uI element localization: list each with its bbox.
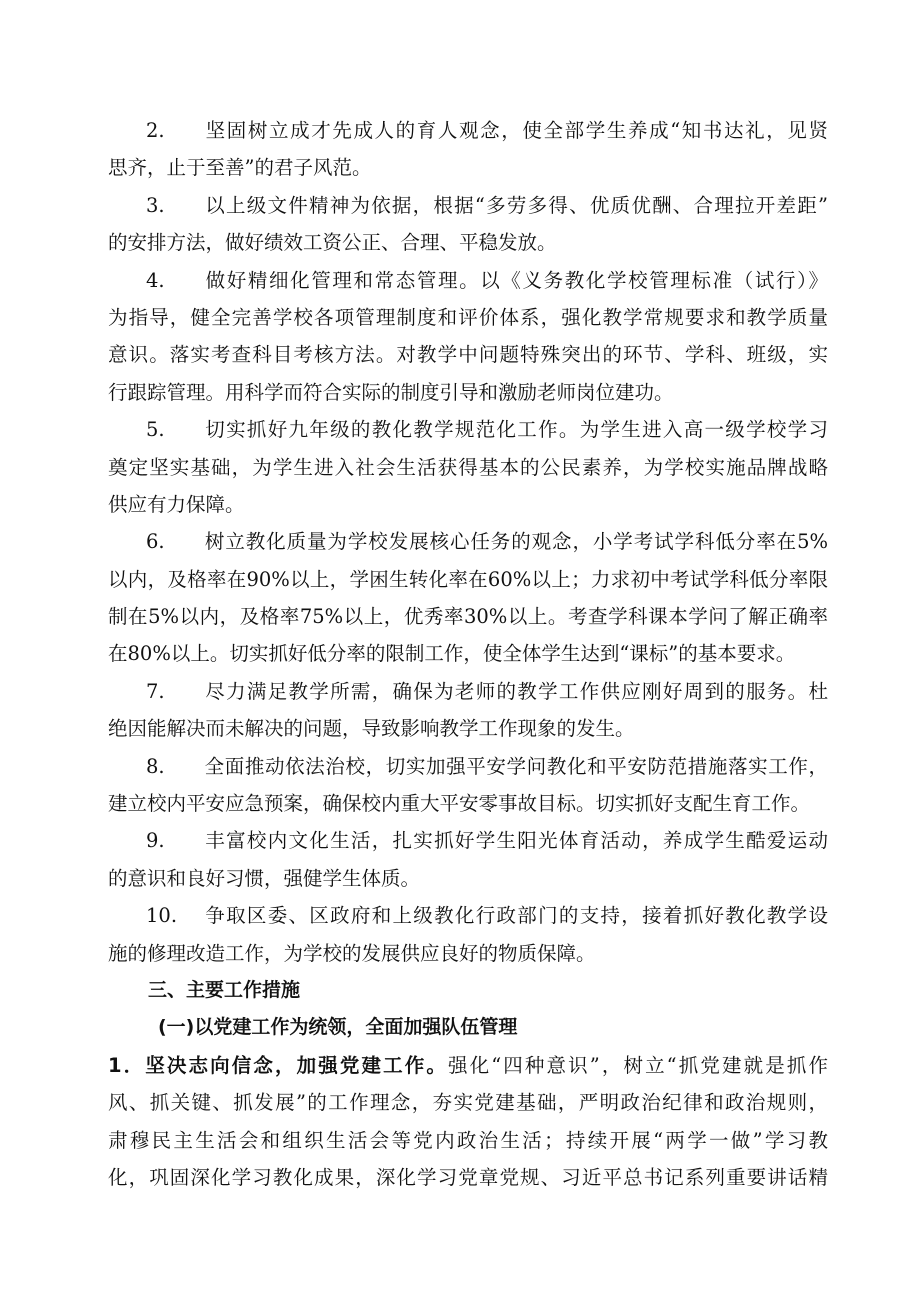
list-item-9-line-2: 的意识和良好习惯，强健学生体质。: [108, 866, 421, 890]
point-1-line-3: 肃穆民主生活会和组织生活会等党内政治生活；持续开展“两学一做”学习教: [108, 1128, 828, 1152]
document-body: [108, 112, 828, 1196]
list-item-8-line-1: [108, 748, 828, 785]
list-item-number: 7.: [146, 679, 165, 703]
list-item-number: 10.: [146, 904, 178, 928]
list-item-4-line-3: 意识。落实考查科目考核方法。对教学中问题特殊突出的环节、学科、班级，实: [108, 343, 828, 367]
list-item-6-line-3: 制在5%以内，及格率75%以上，优秀率30%以上。考查学科课本学问了解正确率: [108, 605, 828, 629]
list-item-6-line-2: 以内，及格率在90%以上，学困生转化率在60%以上；力求初中考试学科低分率限: [108, 567, 828, 591]
list-item-8-line-2: 建立校内平安应急预案，确保校内重大平安零事故目标。切实抓好支配生育工作。: [108, 792, 811, 816]
list-item-4-line-4: 行跟踪管理。用科学而符合实际的制度引导和激励老师岗位建功。: [108, 380, 674, 404]
point-1-line-4: 化，巩固深化学习教化成果，深化学习党章党规、习近平总书记系列重要讲话精: [108, 1165, 828, 1189]
list-item-number: 3.: [146, 193, 165, 217]
list-item-4-line-2: 为指导，健全完善学校各项管理制度和评价体系，强化教学常规要求和教学质量: [108, 305, 828, 329]
list-item-text: 做好精细化管理和常态管理。以《义务教化学校管理标准（试行）》: [204, 268, 828, 292]
point-1-text: 强化“四种意识”，树立“抓党建就是抓作: [447, 1053, 828, 1077]
list-item-number: 9.: [146, 829, 165, 853]
list-item-2-line-1: [108, 112, 828, 149]
point-1-lead: 1．坚决志向信念，加强党建工作。: [108, 1053, 448, 1077]
list-item-number: 5.: [146, 418, 165, 442]
list-item-3-line-2: 的安排方法，做好绩效工资公正、合理、平稳发放。: [108, 231, 557, 255]
section-heading: 三、主要工作措施: [148, 978, 301, 1001]
list-item-number: 2.: [146, 119, 165, 142]
list-item-text: 切实抓好九年级的教化教学规范化工作。为学生进入高一级学校学习: [204, 418, 828, 442]
list-item-text: 争取区委、区政府和上级教化行政部门的支持，接着抓好教化教学设: [204, 904, 828, 928]
list-item-text: 尽力满足教学所需，确保为老师的教学工作供应刚好周到的服务。杜: [204, 679, 828, 703]
list-item-text: 坚固树立成才先成人的育人观念，使全部学生养成“知书达礼，见贤: [204, 119, 828, 142]
list-item-6-line-1: [108, 523, 828, 560]
list-item-text: 以上级文件精神为依据，根据“多劳多得、优质优酬、合理拉开差距”: [204, 193, 828, 217]
list-item-5-line-1: [108, 411, 828, 448]
point-1-line-2: 风、抓关键、抓发展”的工作理念，夯实党建基础，严明政治纪律和政治规则，: [108, 1091, 828, 1115]
sub-heading: (一)以党建工作为统领，全面加强队伍管理: [158, 1016, 518, 1039]
list-item-10-line-1: [108, 897, 828, 934]
list-item-10-line-2: 施的修理改造工作，为学校的发展供应良好的物质保障。: [108, 941, 596, 965]
point-1-line-1: [108, 1047, 828, 1084]
list-item-number: 6.: [146, 530, 165, 554]
list-item-text: 丰富校内文化生活，扎实抓好学生阳光体育活动，养成学生酷爱运动: [204, 829, 828, 853]
list-item-number: 4.: [146, 268, 165, 292]
list-item-5-line-2: 奠定坚实基础，为学生进入社会生活获得基本的公民素养，为学校实施品牌战略: [108, 455, 828, 479]
list-item-7-line-1: [108, 673, 828, 710]
list-item-text: 全面推动依法治校，切实加强平安学问教化和平安防范措施落实工作，: [204, 754, 828, 778]
list-item-4-line-1: [108, 262, 828, 299]
list-item-text: 树立教化质量为学校发展核心任务的观念，小学考试学科低分率在5%: [204, 530, 828, 554]
list-item-7-line-2: 绝因能解决而未解决的问题，导致影响教学工作现象的发生。: [108, 717, 635, 741]
list-item-2-line-2: 思齐，止于至善”的君子风范。: [108, 156, 372, 180]
list-item-9-line-1: [108, 822, 828, 859]
list-item-3-line-1: [108, 187, 828, 224]
list-item-number: 8.: [146, 754, 165, 778]
list-item-6-line-4: 在80%以上。切实抓好低分率的限制工作，使全体学生达到“课标”的基本要求。: [108, 642, 796, 666]
list-item-5-line-3: 供应有力保障。: [108, 492, 245, 516]
